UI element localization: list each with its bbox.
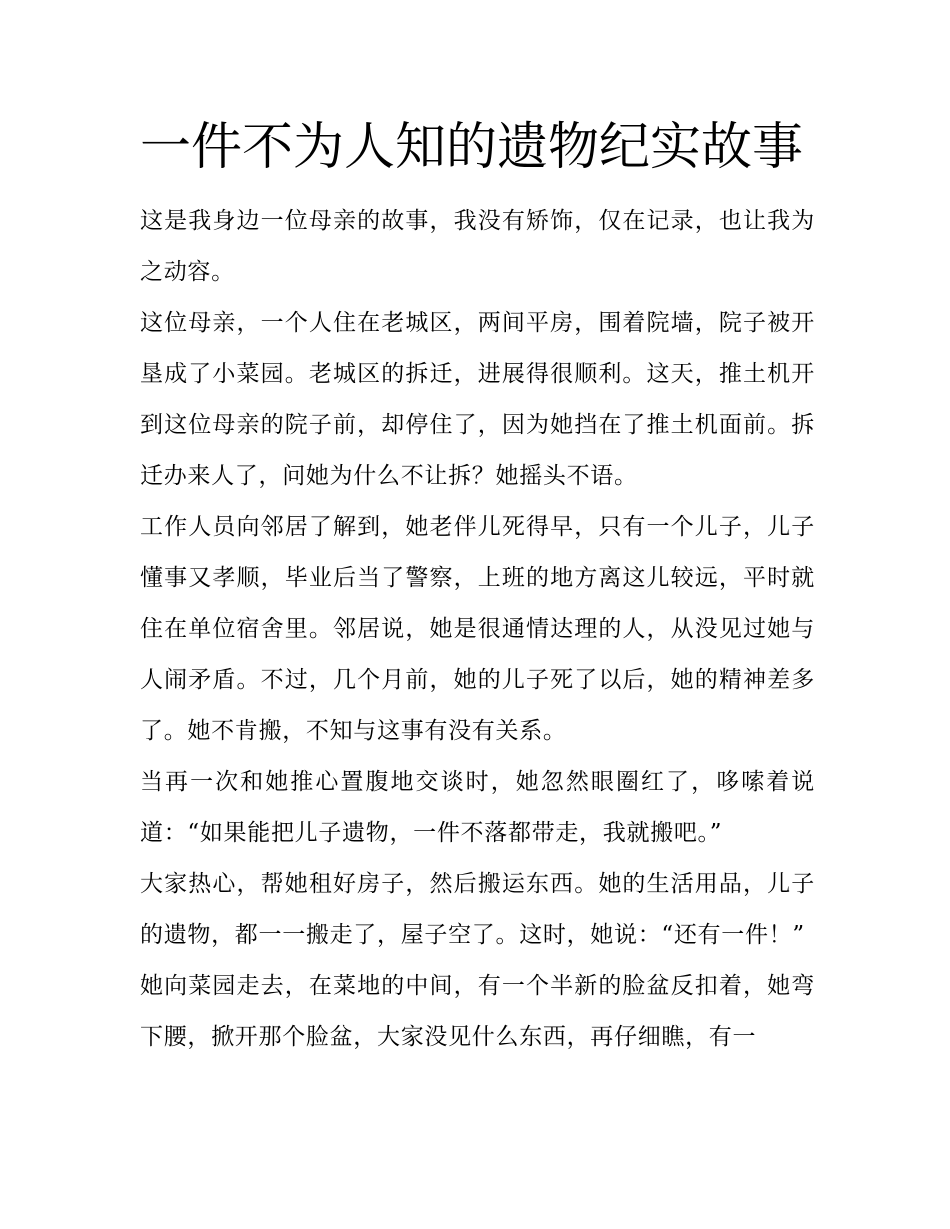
paragraph: 大家热心，帮她租好房子，然后搬运东西。她的生活用品，儿子的遗物，都一一搬走了，屋子空了。这时，她说：“还有一件！”: [140, 871, 815, 948]
paragraph: 她向菜园走去，在菜地的中间，有一个半新的脸盆反扣着，她弯下腰，掀开那个脸盆，大家没见什么东西，再仔细瞧，有一: [140, 973, 815, 1050]
document-body: [140, 196, 815, 1063]
paragraph: 当再一次和她推心置腹地交谈时，她忽然眼圈红了，哆嗦着说道：“如果能把儿子遗物，一件不落都带走，我就搬吧。”: [140, 769, 815, 846]
paragraph: 这是我身边一位母亲的故事，我没有矫饰，仅在记录，也让我为之动容。: [140, 208, 815, 285]
paragraph: 工作人员向邻居了解到，她老伴儿死得早，只有一个儿子，儿子懂事又孝顺，毕业后当了警察，上班的地方离这儿较远，平时就住在单位宿舍里。邻居说，她是很通情达理的人，从没见过她与人闹矛盾。不过，几个月前，她的儿子死了以后，她的精神差多了。她不肯搬，不知与这事有没有关系。: [140, 514, 815, 744]
paragraph: 这位母亲，一个人住在老城区，两间平房，围着院墙，院子被开垦成了小菜园。老城区的拆迁，进展得很顺利。这天，推土机开到这位母亲的院子前，却停住了，因为她挡在了推土机面前。拆迁办来人了，问她为什么不让拆？她摇头不语。: [140, 310, 815, 489]
document-title: 一件不为人知的遗物纪实故事: [140, 118, 804, 177]
